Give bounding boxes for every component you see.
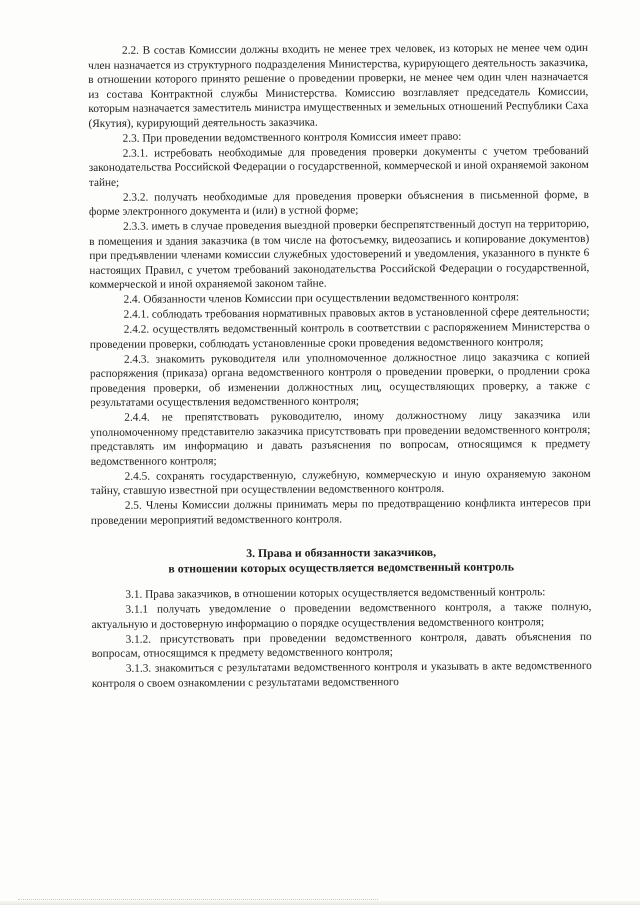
paragraph-2-5: 2.5. Члены Комиссии должны принимать меры по предотвращению конфликта интересов при проведении мероприятий ведомственного контроля. (90, 496, 591, 527)
section-3-heading (91, 544, 591, 577)
paragraph-2-4-1: 2.4.1. соблюдать требования нормативных правовых актов в установленной сфере деятельности; (123, 305, 590, 321)
paragraph-3-1-2: 3.1.2. присутствовать при проведении ведомственного контроля, давать объяснения по вопросам, относящимся к предмету ведомственного контроля; (91, 630, 592, 660)
section-heading-line-2: в отношении которых осуществляется ведомственный контроль (168, 559, 515, 576)
scan-edge-mark (18, 898, 378, 900)
paragraph-3-1-1: 3.1.1 получать уведомление о проведении ведомственного контроля, а также полную, актуальную и достоверную информацию о порядке осуществления ведомственного контроля; (91, 600, 592, 631)
scan-bottom-edge (0, 901, 640, 905)
document-body (88, 41, 592, 692)
paragraph-3-1: 3.1. Права заказчиков, в отношении которых осуществляется ведомственный контроль: (125, 586, 546, 601)
paragraph-2-3: 2.3. При проведении ведомственного контроля Комиссия имеет право: (122, 130, 462, 145)
paragraph-2-3-3: 2.3.3. иметь в случае проведения выездной проверки беспрепятственный доступ на территорию, в помещения и здания заказчика (в том числе на фотосъемку, видеозапись и копирование документов) при предъявлении членами комиссии служебных удостоверений и уведомления, указанного в пункте 6 настоящих Правил, с учетом требований законодательства Российской Федерации о государственной, коммерческой и иной охраняемой законом тайне. (89, 217, 590, 291)
paragraph-2-3-2: 2.3.2. получать необходимые для проведения проверки объяснения в письменной форме, в форме электронного документа и (или) в устной форме; (88, 188, 589, 218)
section-heading-line-1: 3. Права и обязанности заказчиков, (246, 544, 437, 561)
paragraph-2-3-1: 2.3.1. истребовать необходимые для проведения проверки документы с учетом требований законодательства Российской Федерации о государственной, коммерческой и иной охраняемой законом тайне; (88, 144, 589, 189)
paragraph-2-4-5: 2.4.5. сохранять государственную, служебную, коммерческую и иную охраняемую законом тайну, ставшую известной при осуществлении ведомственного контроля. (90, 467, 591, 497)
paragraph-3-1-3: 3.1.3. знакомиться с результатами ведомственного контроля и указывать в акте ведомственного контроля о своем ознакомлении с результатами ведомственного (91, 659, 592, 690)
paragraph-2-4-2: 2.4.2. осуществлять ведомственный контроль в соответствии с распоряжением Министерства о проведении проверки, соблюдать установленные сроки проведения ведомственного контроля; (89, 320, 590, 351)
paragraph-2-2: 2.2. В состав Комиссии должны входить не менее трех человек, из которых не менее чем один член назначается из структурного подразделения Министерства, курирующего деятельность заказчика, в отношении которого принято решение о проведении проверки, не менее чем один член назначается из состава Контрактной службы Министерства. Комиссию возглавляет председатель Комиссии, которым назначается заместитель министра имущественных и земельных отношений Республики Саха (Якутия), курирующий деятельность заказчика. (88, 41, 589, 130)
paragraph-2-4-4: 2.4.4. не препятствовать руководителю, иному должностному лицу заказчика или уполномоченному представителю заказчика присутствовать при проведении ведомственного контроля; представлять им информацию и давать разъяснения по вопросам, относящимся к предмету ведомственного контроля; (90, 408, 591, 468)
paragraph-2-4-3: 2.4.3. знакомить руководителя или уполномоченное должностное лицо заказчика с копией распоряжения (приказа) органа ведомственного контроля о проведении проверки, о продлении срока проведения проверки, об изменении должностных лиц, осуществляющих проверку, а также с результатами осуществления ведомственного контроля; (89, 350, 591, 409)
paragraph-2-4: 2.4. Обязанности членов Комиссии при осуществлении ведомственного контроля: (123, 291, 520, 306)
